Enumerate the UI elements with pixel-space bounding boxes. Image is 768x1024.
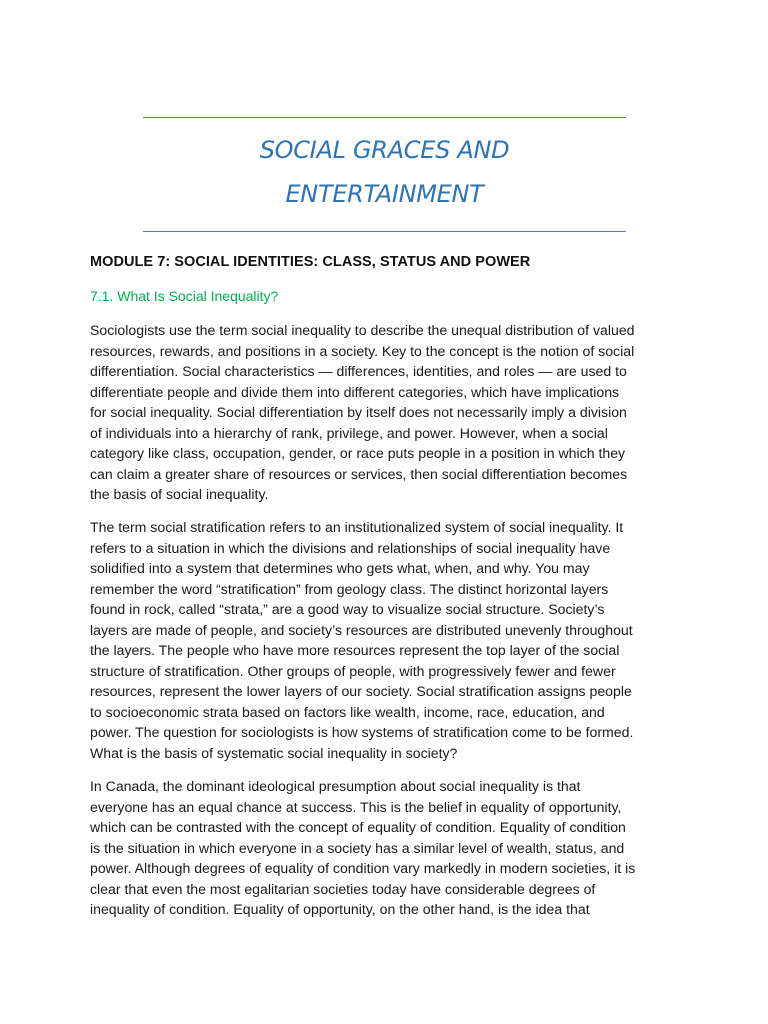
- body-paragraph: [90, 517, 680, 763]
- paragraph-line: resources, represent the lower layers of our society. Social stratification assigns people: [90, 683, 632, 699]
- paragraph-line: refers to a situation in which the divisions and relationships of social inequality have: [90, 539, 611, 556]
- title-bottom-rule: [143, 231, 626, 232]
- paragraph-line: layers are made of people, and society’s resources are distributed unevenly throughout: [90, 621, 633, 638]
- document-title: [143, 128, 626, 216]
- module-heading: MODULE 7: SOCIAL IDENTITIES: CLASS, STATUS AND POWER: [90, 254, 531, 270]
- paragraph-line: clear that even the most egalitarian societies today have considerable degrees of: [90, 880, 596, 897]
- paragraph-line: found in rock, called “strata,” are a good way to visualize social structure. Society’s: [90, 601, 605, 617]
- paragraph-line: structure of stratification. Other groups of people, with progressively fewer and fewer: [90, 662, 616, 679]
- paragraph-line: remember the word “stratification” from geology class. The distinct horizontal layers: [90, 580, 609, 597]
- paragraph-line: power. Although degrees of equality of condition vary markedly in modern societies, it is: [90, 860, 636, 876]
- paragraph-line: Sociologists use the term social inequality to describe the unequal distribution of valued: [90, 322, 635, 338]
- paragraph-line: differentiate people and divide them into different categories, which have implications: [90, 383, 620, 400]
- paragraph-line: differentiation. Social characteristics — differences, identities, and roles — are used to: [90, 363, 627, 379]
- paragraph-line: category like class, occupation, gender, or race puts people in a position in which they: [90, 445, 626, 461]
- paragraph-line: is the situation in which everyone in a society has a similar level of wealth, status, and: [90, 839, 625, 856]
- paragraph-line: for social inequality. Social differentiation by itself does not necessarily imply a division: [90, 404, 627, 420]
- paragraph-line: to socioeconomic strata based on factors like wealth, income, race, education, and: [90, 703, 605, 720]
- paragraph-line: resources, rewards, and positions in a society. Key to the concept is the notion of social: [90, 342, 635, 359]
- paragraph-line: In Canada, the dominant ideological presumption about social inequality is that: [90, 778, 581, 794]
- body-paragraph: [90, 320, 680, 505]
- paragraph-line: solidified into a system that determines who gets what, when, and why. You may: [90, 560, 590, 576]
- body-paragraph: [90, 776, 680, 920]
- document-title-line-1: SOCIAL GRACES AND: [259, 136, 510, 164]
- paragraph-line: What is the basis of systematic social inequality in society?: [90, 744, 458, 761]
- paragraph-line: inequality of condition. Equality of opportunity, on the other hand, is the idea that: [90, 901, 590, 917]
- paragraph-line: The term social stratification refers to an institutionalized system of social inequality. It: [90, 519, 624, 535]
- paragraph-line: the layers. The people who have more resources represent the top layer of the social: [90, 642, 620, 658]
- paragraph-line: everyone has an equal chance at success. This is the belief in equality of opportunity,: [90, 798, 622, 815]
- paragraph-line: power. The question for sociologists is how systems of stratification come to be formed.: [90, 724, 634, 740]
- paragraph-line: the basis of social inequality.: [90, 486, 269, 502]
- paragraph-line: of individuals into a hierarchy of rank, privilege, and power. However, when a social: [90, 424, 608, 441]
- paragraph-line: can claim a greater share of resources or services, then social differentiation becomes: [90, 465, 628, 482]
- paragraph-line: which can be contrasted with the concept of equality of condition. Equality of condition: [90, 819, 626, 835]
- title-top-rule: [143, 117, 626, 118]
- section-heading: 7.1. What Is Social Inequality?: [90, 288, 279, 304]
- document-title-line-2: ENTERTAINMENT: [285, 180, 484, 208]
